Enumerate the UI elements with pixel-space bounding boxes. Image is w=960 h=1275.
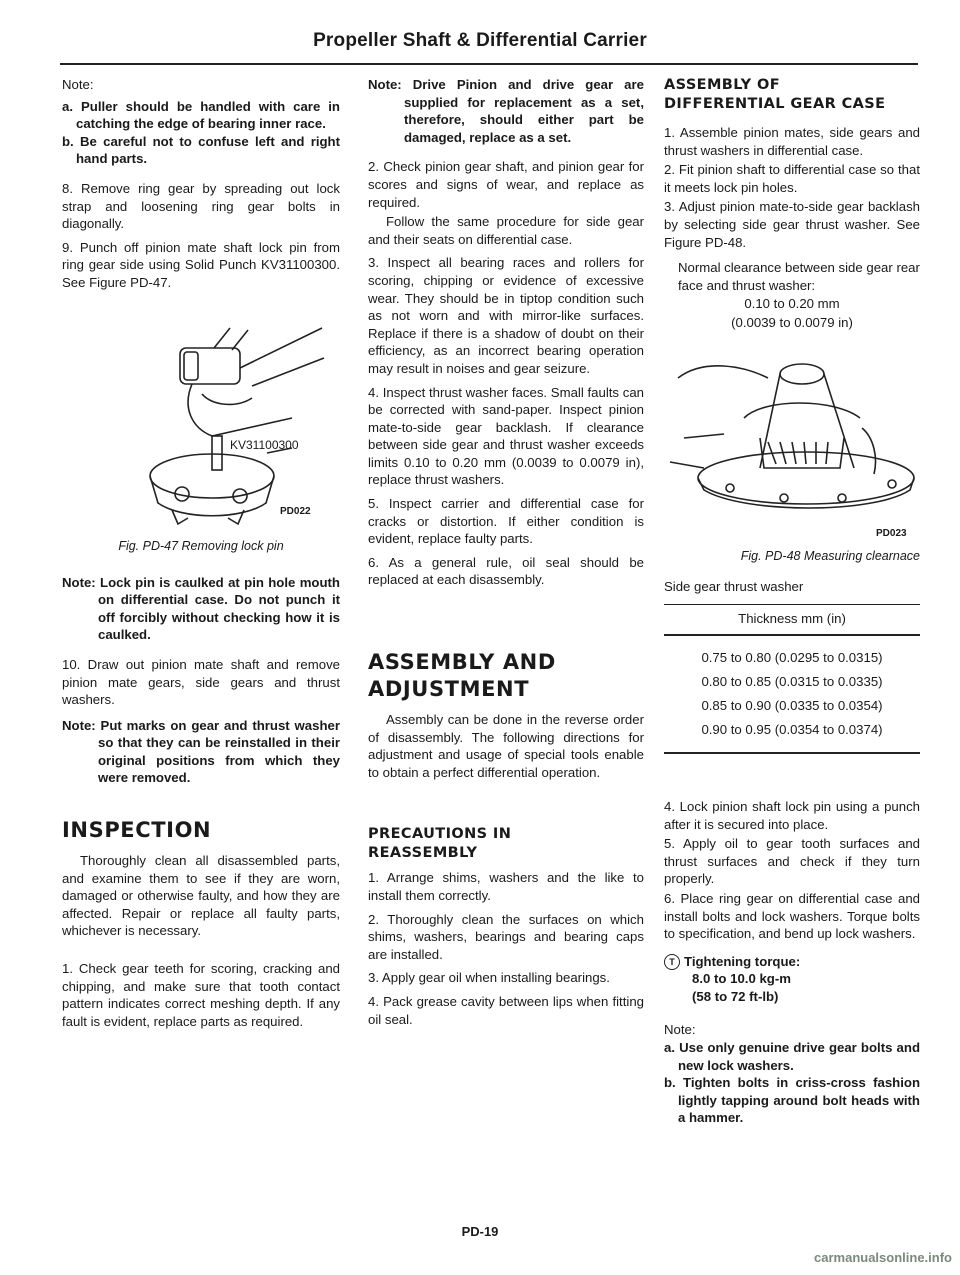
note-label: Note: <box>664 1022 696 1038</box>
section-heading-gear-case-1: ASSEMBLY OF <box>664 77 781 93</box>
column-2 <box>368 76 644 1034</box>
note-item-a: a. Puller should be handled with care in catching the edge of bearing inner race. <box>62 98 340 132</box>
figure-code: PD022 <box>280 505 311 517</box>
section-heading-assembly-2: ADJUSTMENT <box>368 677 530 702</box>
subsection-heading-precautions-1: PRECAUTIONS IN <box>368 826 512 843</box>
gear-case-step-3: 3. Adjust pinion mate-to-side gear backlash by selecting side gear thrust washer. See Figure PD-48. <box>664 199 920 250</box>
subsection-heading-precautions-2: REASSEMBLY <box>368 845 478 862</box>
precaution-2: 2. Thoroughly clean the surfaces on which shims, washers, bearings and bearing caps are installed. <box>368 911 644 962</box>
note-item-b: b. Be careful not to confuse left and right hand parts. <box>62 133 340 167</box>
table-row: 0.85 to 0.90 (0.0335 to 0.0354) <box>701 697 883 713</box>
inspection-step-2b: Follow the same procedure for side gear and their seats on differential case. <box>368 214 644 247</box>
page-title: Propeller Shaft & Differential Carrier <box>313 30 647 51</box>
torque-ftlb: (58 to 72 ft-lb) <box>692 988 779 1004</box>
inspection-step-5: 5. Inspect carrier and differential case for cracks or distortion. If either condition is evident, replace faulty parts. <box>368 496 644 547</box>
column-1 <box>62 76 340 1036</box>
note-marks: Note: Put marks on gear and thrust washer so that they can be reinstalled in their original positions from which they were removed. <box>62 717 340 786</box>
table-row: 0.90 to 0.95 (0.0354 to 0.0374) <box>701 721 883 737</box>
note-item-a: a. Use only genuine drive gear bolts and new lock washers. <box>664 1040 920 1073</box>
table-title: Side gear thrust washer <box>664 579 804 595</box>
page-number: PD-19 <box>461 1224 499 1239</box>
table-row: 0.80 to 0.85 (0.0315 to 0.0335) <box>701 673 883 689</box>
watermark: carmanualsonline.info <box>814 1250 952 1265</box>
inspection-intro: Thoroughly clean all disassembled parts, and examine them to see if they are worn, damaged or otherwise faulty, and how they are affected. Repair or replace all faulty parts, whichever is necessary. <box>62 853 340 939</box>
figure-code: PD023 <box>876 528 907 540</box>
figure-tool-label: KV31100300 <box>230 437 299 452</box>
spec-in: (0.0039 to 0.0079 in) <box>731 315 853 331</box>
inspection-step-2: 2. Check pinion gear shaft, and pinion gear for scores and signs of wear, and replace as required. <box>368 159 644 210</box>
assembly-intro: Assembly can be done in the reverse order of disassembly. The following directions for adjustment and usage of special tools enable to obtain a perfect differential operation. <box>368 712 644 780</box>
note-drive-pinion: Note: Drive Pinion and drive gear are supplied for replacement as a set, therefore, should either part be damaged, replace as a set. <box>368 77 644 145</box>
inspection-step-4: 4. Inspect thrust washer faces. Small faults can be corrected with sand-paper. Inspect pinion mate-to-side gear backlash. If clearance between side gear and thrust washer exceeds limits 0.10 to 0.20 mm (0.0039 to 0.0079 in), replace thrust washers. <box>368 384 644 488</box>
step-9: 9. Punch off pinion mate shaft lock pin from ring gear side using Solid Punch KV31100300. See Figure PD-47. <box>62 239 340 290</box>
gear-case-step-1: 1. Assemble pinion mates, side gears and thrust washers in differential case. <box>664 125 920 158</box>
gear-case-step-4: 4. Lock pinion shaft lock pin using a punch after it is secured into place. <box>664 798 920 832</box>
section-heading-gear-case-2: DIFFERENTIAL GEAR CASE <box>664 96 886 112</box>
precaution-1: 1. Arrange shims, washers and the like to install them correctly. <box>368 870 644 903</box>
precaution-3: 3. Apply gear oil when installing bearings. <box>368 970 610 986</box>
step-10: 10. Draw out pinion mate shaft and remove pinion mate gears, side gears and thrust washers. <box>62 656 340 708</box>
inspection-step-3: 3. Inspect all bearing races and rollers for scoring, chipping or evidence of excessive wear. They should be in tiptop condition such as not worn and with mirror-like surfaces. Replace if there is a shadow of doubt on their efficiency, as an incorrect bearing operation may result in noises and gear seizure. <box>368 255 644 376</box>
table-row: 0.75 to 0.80 (0.0295 to 0.0315) <box>701 649 883 665</box>
section-heading-assembly-1: ASSEMBLY AND <box>368 650 556 675</box>
torque-spec-label: T Tightening torque: <box>664 953 920 971</box>
thrust-washer-table <box>664 604 920 754</box>
precaution-4: 4. Pack grease cavity between lips when fitting oil seal. <box>368 993 644 1027</box>
column-3 <box>664 76 920 1127</box>
gear-case-step-2: 2. Fit pinion shaft to differential case so that it meets lock pin holes. <box>664 162 920 195</box>
figure-caption: Fig. PD-48 Measuring clearnace <box>740 549 920 564</box>
gear-case-step-5: 5. Apply oil to gear tooth surfaces and thrust surfaces and check if they turn properly. <box>664 836 920 887</box>
step-8: 8. Remove ring gear by spreading out lock strap and loosening ring gear bolts in diagonally. <box>62 180 340 232</box>
table-header: Thickness mm (in) <box>664 604 920 636</box>
figure-caption: Fig. PD-47 Removing lock pin <box>118 538 284 553</box>
spec-label: Normal clearance between side gear rear face and thrust washer: <box>678 260 920 293</box>
table-bottom-rule <box>664 742 920 754</box>
inspection-step-1: 1. Check gear teeth for scoring, cracking and chipping, and make sure that tooth contact pattern indicates correct meshing depth. If any fault is evident, replace parts as required. <box>62 961 340 1029</box>
section-heading-inspection: INSPECTION <box>62 818 212 843</box>
figure-pd-48 <box>664 338 920 564</box>
note-lock-pin: Note: Lock pin is caulked at pin hole mouth on differential case. Do not punch it off forcibly without checking how it is caulked. <box>62 574 340 643</box>
torque-icon: T <box>664 954 680 970</box>
note-label: Note: <box>62 77 94 92</box>
lock-pin-illustration <box>62 298 340 528</box>
measuring-clearance-illustration <box>664 338 920 528</box>
inspection-step-6: 6. As a general rule, oil seal should be replaced at each disassembly. <box>368 554 644 588</box>
note-item-b: b. Tighten bolts in criss-cross fashion lightly tapping around bolt heads with a hammer. <box>664 1075 920 1126</box>
spec-mm: 0.10 to 0.20 mm <box>744 296 840 312</box>
figure-pd-47 <box>62 298 340 554</box>
torque-kgm: 8.0 to 10.0 kg-m <box>692 971 791 987</box>
header-rule <box>60 63 918 65</box>
gear-case-step-6: 6. Place ring gear on differential case and install bolts and lock washers. Torque bolts to specification, and bend up lock washers. <box>664 890 920 942</box>
